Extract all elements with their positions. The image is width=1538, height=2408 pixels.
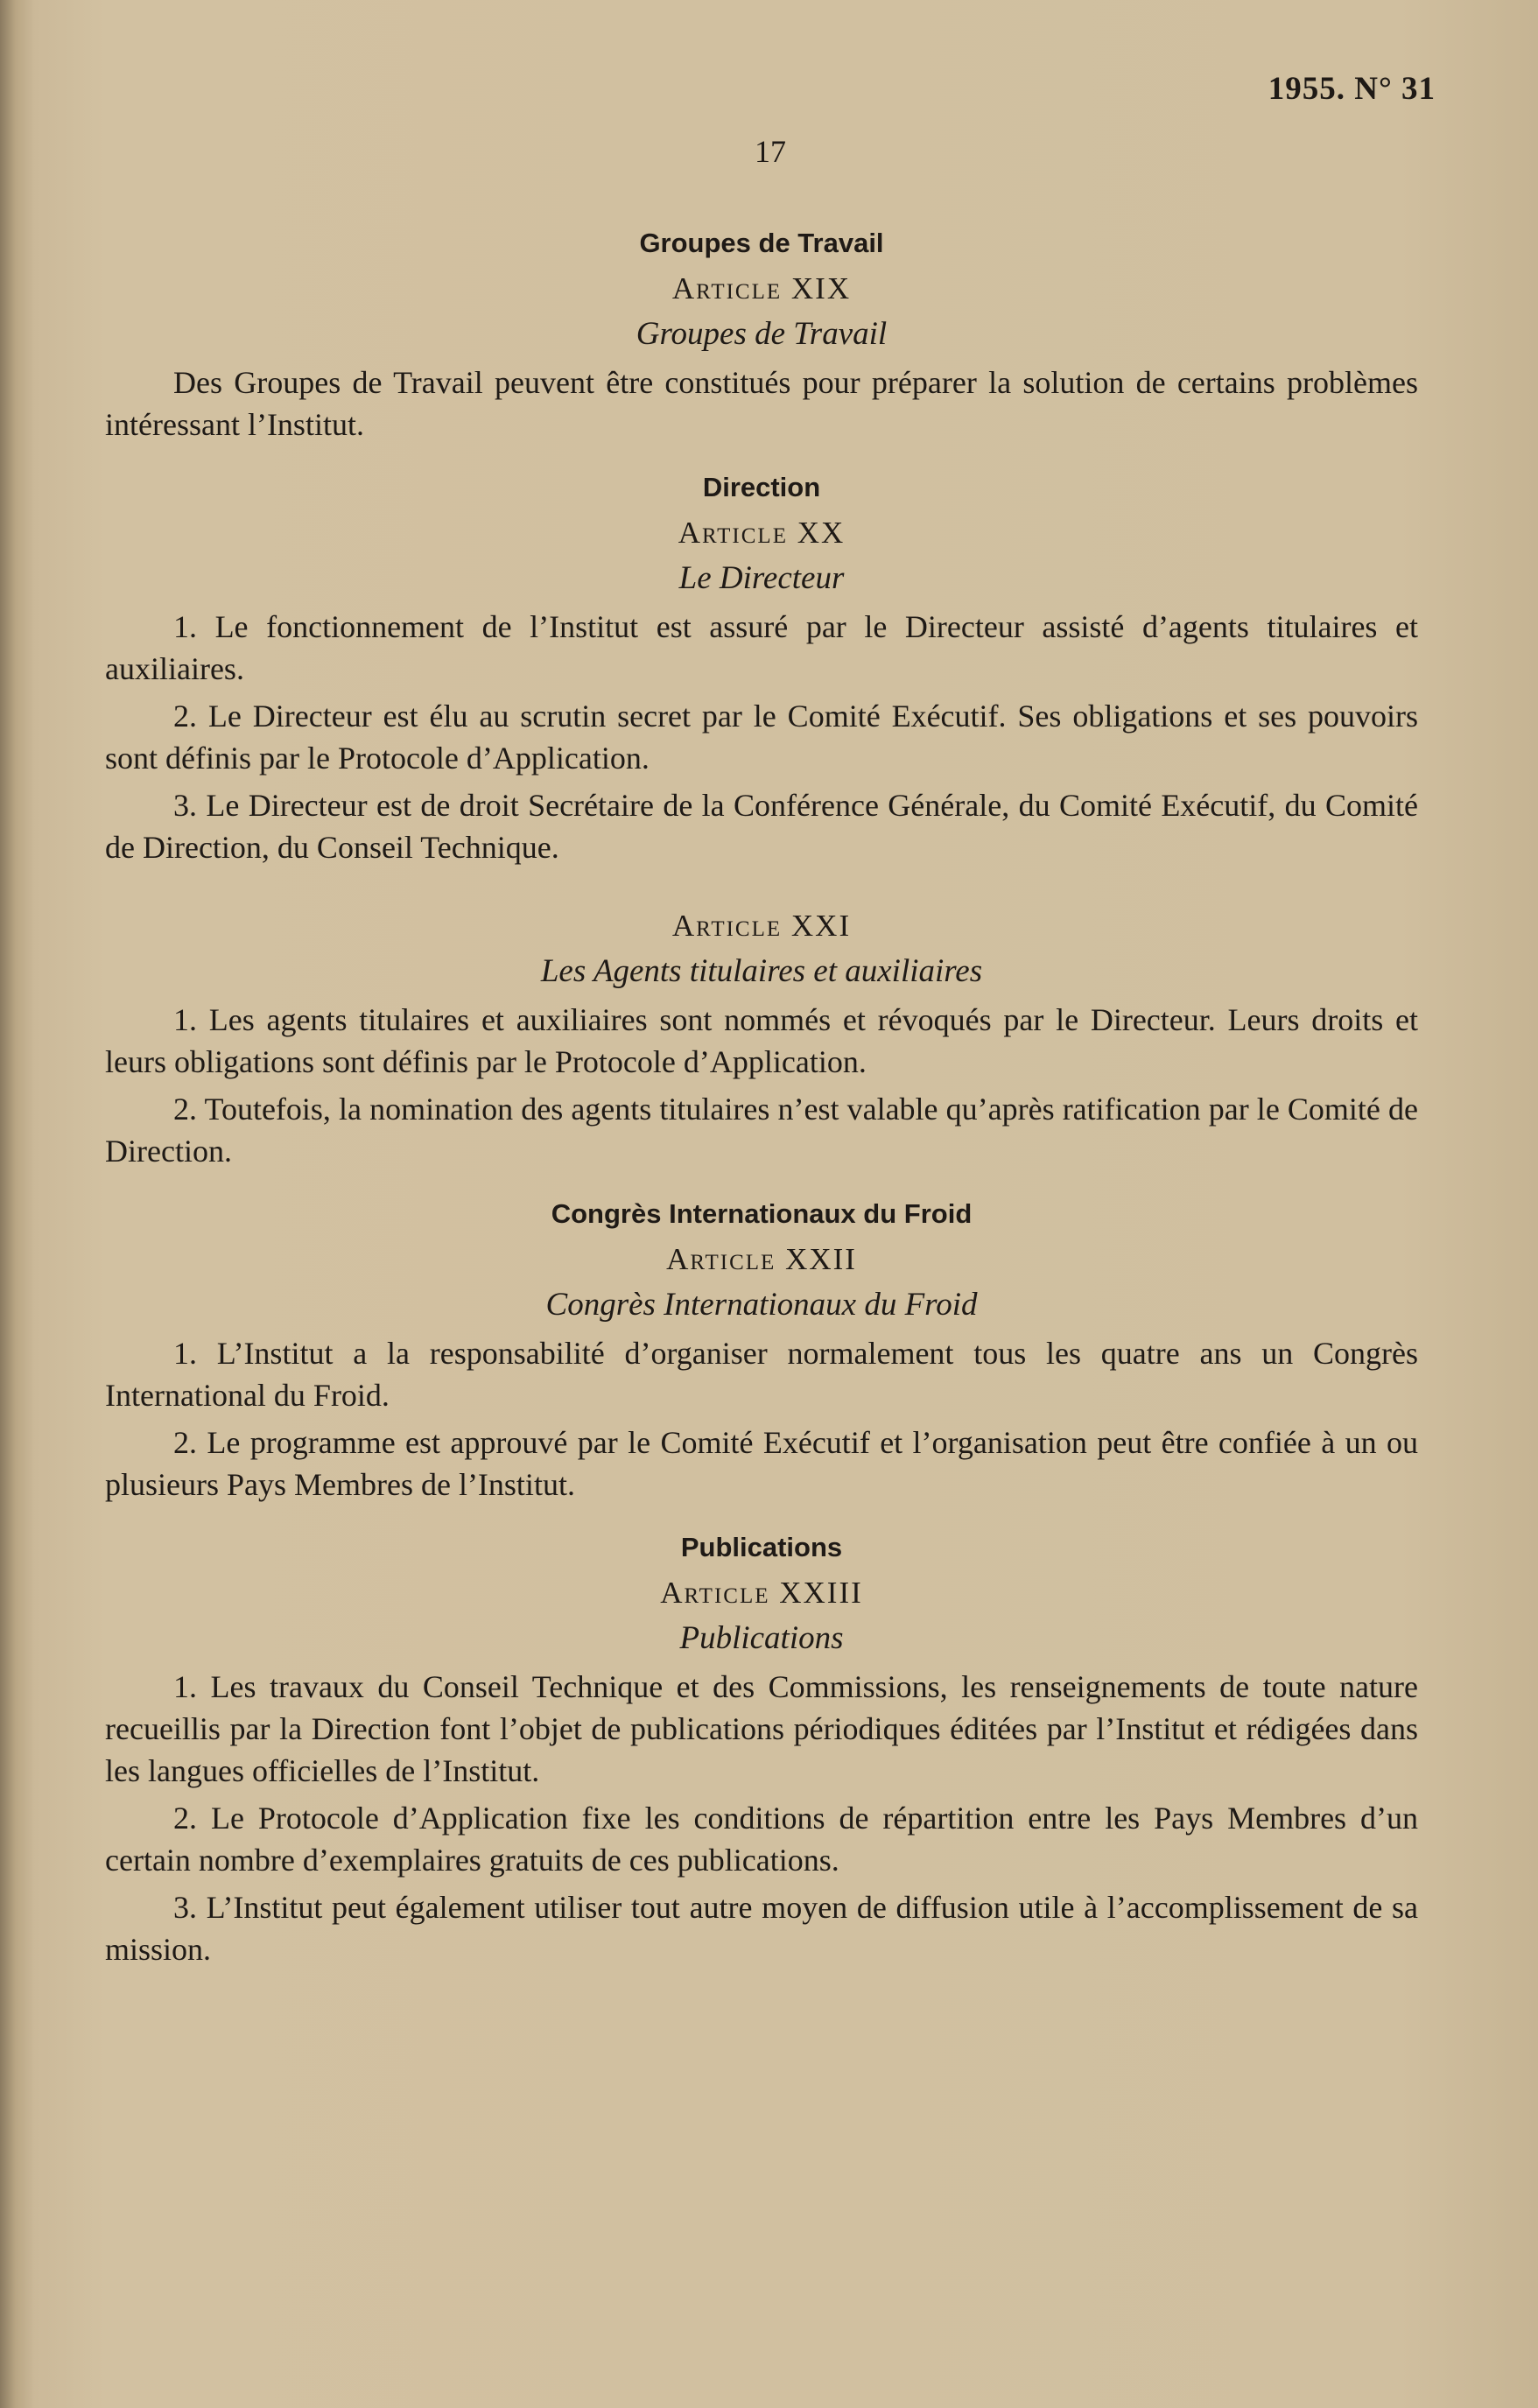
section-congres — [105, 1198, 1418, 1506]
document-body — [105, 201, 1418, 1976]
article-subtitle: Congrès Internationaux du Froid — [545, 1287, 978, 1323]
paragraph: 2. Toutefois, la nomination des agents titulaires n’est valable qu’après ratification par le Comité de Direction. — [105, 1092, 1418, 1169]
paragraph: 1. L’Institut a la responsabilité d’organiser normalement tous les quatre ans un Congrès International du Froid. — [105, 1336, 1418, 1413]
article-title: Article XIX — [671, 271, 852, 305]
article-subtitle: Publications — [679, 1620, 844, 1656]
section-direction — [105, 472, 1418, 868]
paragraph: 3. L’Institut peut également utiliser tout autre moyen de diffusion utile à l’accomplissement de sa mission. — [105, 1890, 1418, 1967]
article-title: Article XXII — [666, 1242, 857, 1276]
paragraph: 2. Le Protocole d’Application fixe les conditions de répartition entre les Pays Membres d’un certain nombre d’exemplaires gratuits de ces publications. — [105, 1801, 1418, 1878]
article-title: Article XXI — [671, 909, 852, 943]
paragraph: 1. Les travaux du Conseil Technique et des Commissions, les renseignements de toute nature recueillis par la Direction font l’objet de publications périodiques éditées par l’Institut et rédigées dans les langues officielles de l’Institut. — [105, 1669, 1418, 1788]
article-subtitle: Le Directeur — [678, 560, 845, 596]
spacer — [105, 874, 1418, 896]
document-page — [105, 53, 1436, 2381]
section-agents — [105, 874, 1418, 1172]
section-groupes-de-travail — [105, 228, 1418, 446]
paragraph: 3. Le Directeur est de droit Secrétaire de la Conférence Générale, du Comité Exécutif, du Comité de Direction, du Conseil Technique. — [105, 788, 1418, 865]
article-subtitle: Groupes de Travail — [636, 316, 888, 352]
document-reference: 1955. N° 31 — [1268, 71, 1436, 107]
section-heading: Direction — [702, 472, 821, 502]
section-heading: Publications — [680, 1532, 843, 1562]
paragraph: 1. Les agents titulaires et auxiliaires sont nommés et révoqués par le Directeur. Leurs droits et leurs obligations sont définis par le Protocole d’Application. — [105, 1002, 1418, 1079]
article-subtitle: Les Agents titulaires et auxiliaires — [540, 953, 983, 989]
paragraph: 2. Le programme est approuvé par le Comité Exécutif et l’organisation peut être confiée à un ou plusieurs Pays Membres de l’Institut. — [105, 1425, 1418, 1502]
article-title: Article XXIII — [660, 1576, 863, 1610]
paragraph: 2. Le Directeur est élu au scrutin secret par le Comité Exécutif. Ses obligations et ses pouvoirs sont définis par le Protocole d’Application. — [105, 699, 1418, 776]
page-number: 17 — [755, 134, 786, 169]
section-heading: Groupes de Travail — [639, 228, 884, 258]
article-title: Article XX — [678, 516, 846, 550]
paragraph: 1. Le fonctionnement de l’Institut est assuré par le Directeur assisté d’agents titulaires et auxiliaires. — [105, 609, 1418, 686]
section-publications — [105, 1532, 1418, 1970]
paragraph: Des Groupes de Travail peuvent être constitués pour préparer la solution de certains problèmes intéressant l’Institut. — [105, 365, 1418, 442]
section-heading: Congrès Internationaux du Froid — [551, 1198, 973, 1229]
